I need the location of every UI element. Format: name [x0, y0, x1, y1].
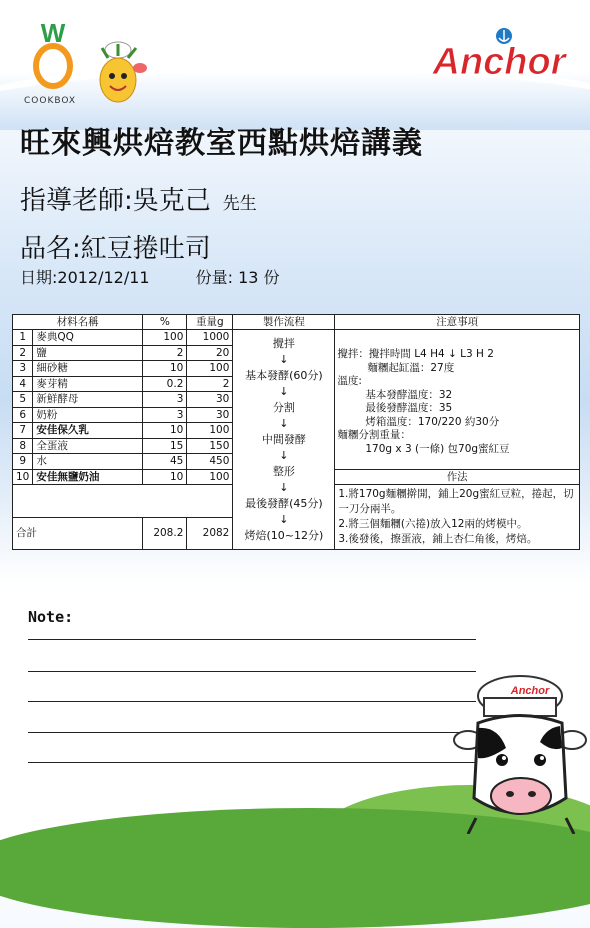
header-percent: %	[143, 315, 187, 330]
note-line	[28, 701, 476, 702]
teacher-name: 指導老師:吳克己	[20, 186, 211, 216]
svg-text:Anchor: Anchor	[432, 41, 566, 83]
recipe-table	[12, 314, 580, 550]
ingredient-percent: 3	[143, 407, 187, 423]
quantity-text: 份量: 13 份	[195, 268, 280, 287]
ingredient-name: 鹽	[33, 345, 143, 361]
ingredient-percent: 100	[143, 330, 187, 346]
note-item: 溫度:	[337, 375, 362, 387]
process-step: 整形	[272, 465, 295, 478]
method-step: 2.將三個麵糰(六捲)放入12兩的烤模中。	[338, 518, 528, 530]
ingredient-percent: 45	[143, 454, 187, 470]
product-name: 品名:紅豆捲吐司	[20, 234, 211, 264]
note-item: 麵糰分割重量：	[337, 429, 411, 441]
ingredient-percent: 10	[143, 469, 187, 485]
ingredient-percent: 3	[143, 392, 187, 408]
total-label: 合計	[13, 517, 143, 550]
ingredient-name: 水	[33, 454, 143, 470]
ingredient-percent: 0.2	[143, 376, 187, 392]
page-title: 旺來興烘焙教室西點烘焙講義	[20, 126, 423, 161]
ingredient-percent: 2	[143, 345, 187, 361]
ingredient-weight: 2	[187, 376, 233, 392]
svg-text:Anchor: Anchor	[510, 685, 550, 697]
header-notes: 注意事項	[335, 315, 580, 330]
row-number: 2	[13, 345, 33, 361]
ingredient-weight: 30	[187, 392, 233, 408]
ingredient-name: 細砂糖	[33, 361, 143, 377]
blank-cell	[13, 485, 233, 518]
ingredient-percent: 10	[143, 361, 187, 377]
teacher-honorific: 先生	[222, 194, 257, 214]
teacher-line	[20, 180, 257, 217]
note-line	[28, 732, 476, 733]
ingredient-weight: 1000	[187, 330, 233, 346]
note-line	[28, 762, 476, 763]
arrow-down-icon: ↓	[279, 449, 289, 462]
row-number: 3	[13, 361, 33, 377]
ingredient-name: 新鮮酵母	[33, 392, 143, 408]
process-step: 中間發酵	[261, 433, 306, 446]
process-step: 烤焙(10~12分)	[244, 529, 324, 542]
process-step: 分割	[272, 401, 295, 414]
total-percent: 208.2	[143, 517, 187, 550]
ingredient-name: 安佳保久乳	[33, 423, 143, 439]
header-material: 材料名稱	[13, 315, 143, 330]
row-number: 10	[13, 469, 33, 485]
cow-chef-mascot-icon	[448, 668, 590, 834]
ingredient-weight: 30	[187, 407, 233, 423]
notes-cell	[335, 330, 580, 470]
row-number: 5	[13, 392, 33, 408]
note-line	[28, 671, 476, 672]
ingredient-name: 麥芽精	[33, 376, 143, 392]
process-step: 基本發酵(60分)	[245, 369, 323, 382]
note-item: 最後發酵溫度：35	[365, 402, 453, 414]
note-item: 攪拌：攪拌時間 L4 H4 ↓ L3 H 2	[337, 348, 494, 360]
note-item: 基本發酵溫度：32	[365, 388, 453, 401]
note-item: 烤箱溫度：170/220 約30分	[365, 415, 500, 428]
pineapple-chef-mascot-icon	[88, 40, 150, 108]
ingredient-weight: 450	[187, 454, 233, 470]
cookbox-logo-text: COOKBOX	[24, 96, 77, 106]
ingredient-name: 奶粉	[33, 407, 143, 423]
method-step: 1.將170g麵糰擀開，鋪上20g蜜紅豆粒，捲起，切一刀分兩半。	[338, 488, 574, 515]
anchor-brand-logo	[424, 26, 574, 86]
method-step: 3.後發後，擦蛋液，鋪上杏仁角後，烤焙。	[338, 533, 538, 545]
note-line	[28, 639, 476, 640]
arrow-down-icon: ↓	[279, 417, 289, 430]
ingredient-percent: 15	[143, 438, 187, 454]
date-quantity-line	[20, 265, 280, 288]
process-steps	[233, 330, 335, 550]
row-number: 1	[13, 330, 33, 346]
arrow-down-icon: ↓	[279, 385, 289, 398]
row-number: 7	[13, 423, 33, 439]
process-step: 最後發酵(45分)	[245, 497, 323, 510]
table-row	[13, 330, 580, 346]
note-label: Note:	[28, 608, 74, 626]
arrow-down-icon: ↓	[279, 481, 289, 494]
ingredient-name: 全蛋液	[33, 438, 143, 454]
note-item: 麵糰起缸溫：27度	[367, 361, 455, 374]
ingredient-name: 安佳無鹽奶油	[33, 469, 143, 485]
ingredient-percent: 10	[143, 423, 187, 439]
ingredient-weight: 100	[187, 469, 233, 485]
row-number: 8	[13, 438, 33, 454]
ingredient-weight: 150	[187, 438, 233, 454]
note-item: 170g x 3 (一條) 包70g蜜紅豆	[365, 442, 510, 455]
ingredient-weight: 20	[187, 345, 233, 361]
ingredient-weight: 100	[187, 361, 233, 377]
header-process: 製作流程	[233, 315, 335, 330]
date-text: 日期:2012/12/11	[20, 268, 150, 287]
ingredient-name: 麥典QQ	[33, 330, 143, 346]
row-number: 4	[13, 376, 33, 392]
total-weight: 2082	[187, 517, 233, 550]
arrow-down-icon: ↓	[279, 513, 289, 526]
arrow-down-icon: ↓	[279, 353, 289, 366]
table-header-row	[13, 315, 580, 330]
row-number: 9	[13, 454, 33, 470]
cookbox-logo-icon	[28, 20, 78, 90]
ingredient-weight: 100	[187, 423, 233, 439]
row-number: 6	[13, 407, 33, 423]
method-cell	[335, 485, 580, 550]
process-step: 攪拌	[272, 337, 295, 350]
svg-text:W: W	[40, 20, 66, 48]
method-header: 作法	[335, 469, 580, 485]
header-weight: 重量g	[187, 315, 233, 330]
